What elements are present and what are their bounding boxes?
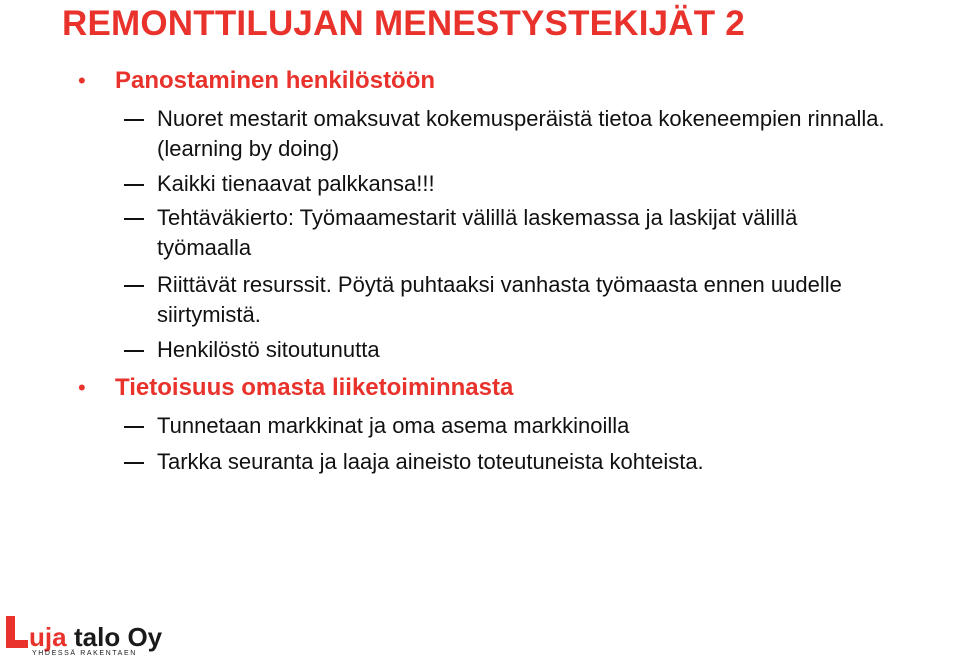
section-heading-staff: Panostaminen henkilöstöön [115,67,436,94]
dash-icon [124,119,144,121]
list-item: Henkilöstö sitoutunutta [157,337,380,362]
section-heading-business: Tietoisuus omasta liiketoiminnasta [115,374,514,401]
bullet-icon: • [78,68,86,93]
logo-tagline: YHDESSÄ RAKENTAEN [32,650,137,656]
dash-icon [124,350,144,352]
logo-talo-text: talo Oy [74,622,163,652]
slide-title: REMONTTILUJAN MENESTYSTEKIJÄT 2 [62,4,745,43]
dash-icon [124,426,144,428]
lujatalo-logo [4,612,164,656]
dash-icon [124,218,144,220]
list-item: Nuoret mestarit omaksuvat kokemusperäistä tietoa kokeneempien rinnalla. (learning by doing) [157,106,885,161]
dash-icon [124,285,144,287]
dash-icon [124,184,144,186]
logo-l-mark [6,616,28,648]
list-item: Riittävät resurssit. Pöytä puhtaaksi vanhasta työmaasta ennen uudelle siirtymistä. [157,272,842,327]
list-item: Tehtäväkierto: Työmaamestarit välillä laskemassa ja laskijat välillä työmaalla [157,205,798,260]
dash-icon [124,462,144,464]
list-item: Tunnetaan markkinat ja oma asema markkinoilla [157,413,630,438]
list-item: Tarkka seuranta ja laaja aineisto toteutuneista kohteista. [157,449,704,474]
logo-uja-text: uja [29,622,67,652]
list-item: Kaikki tienaavat palkkansa!!! [157,171,435,196]
bullet-icon: • [78,375,86,400]
